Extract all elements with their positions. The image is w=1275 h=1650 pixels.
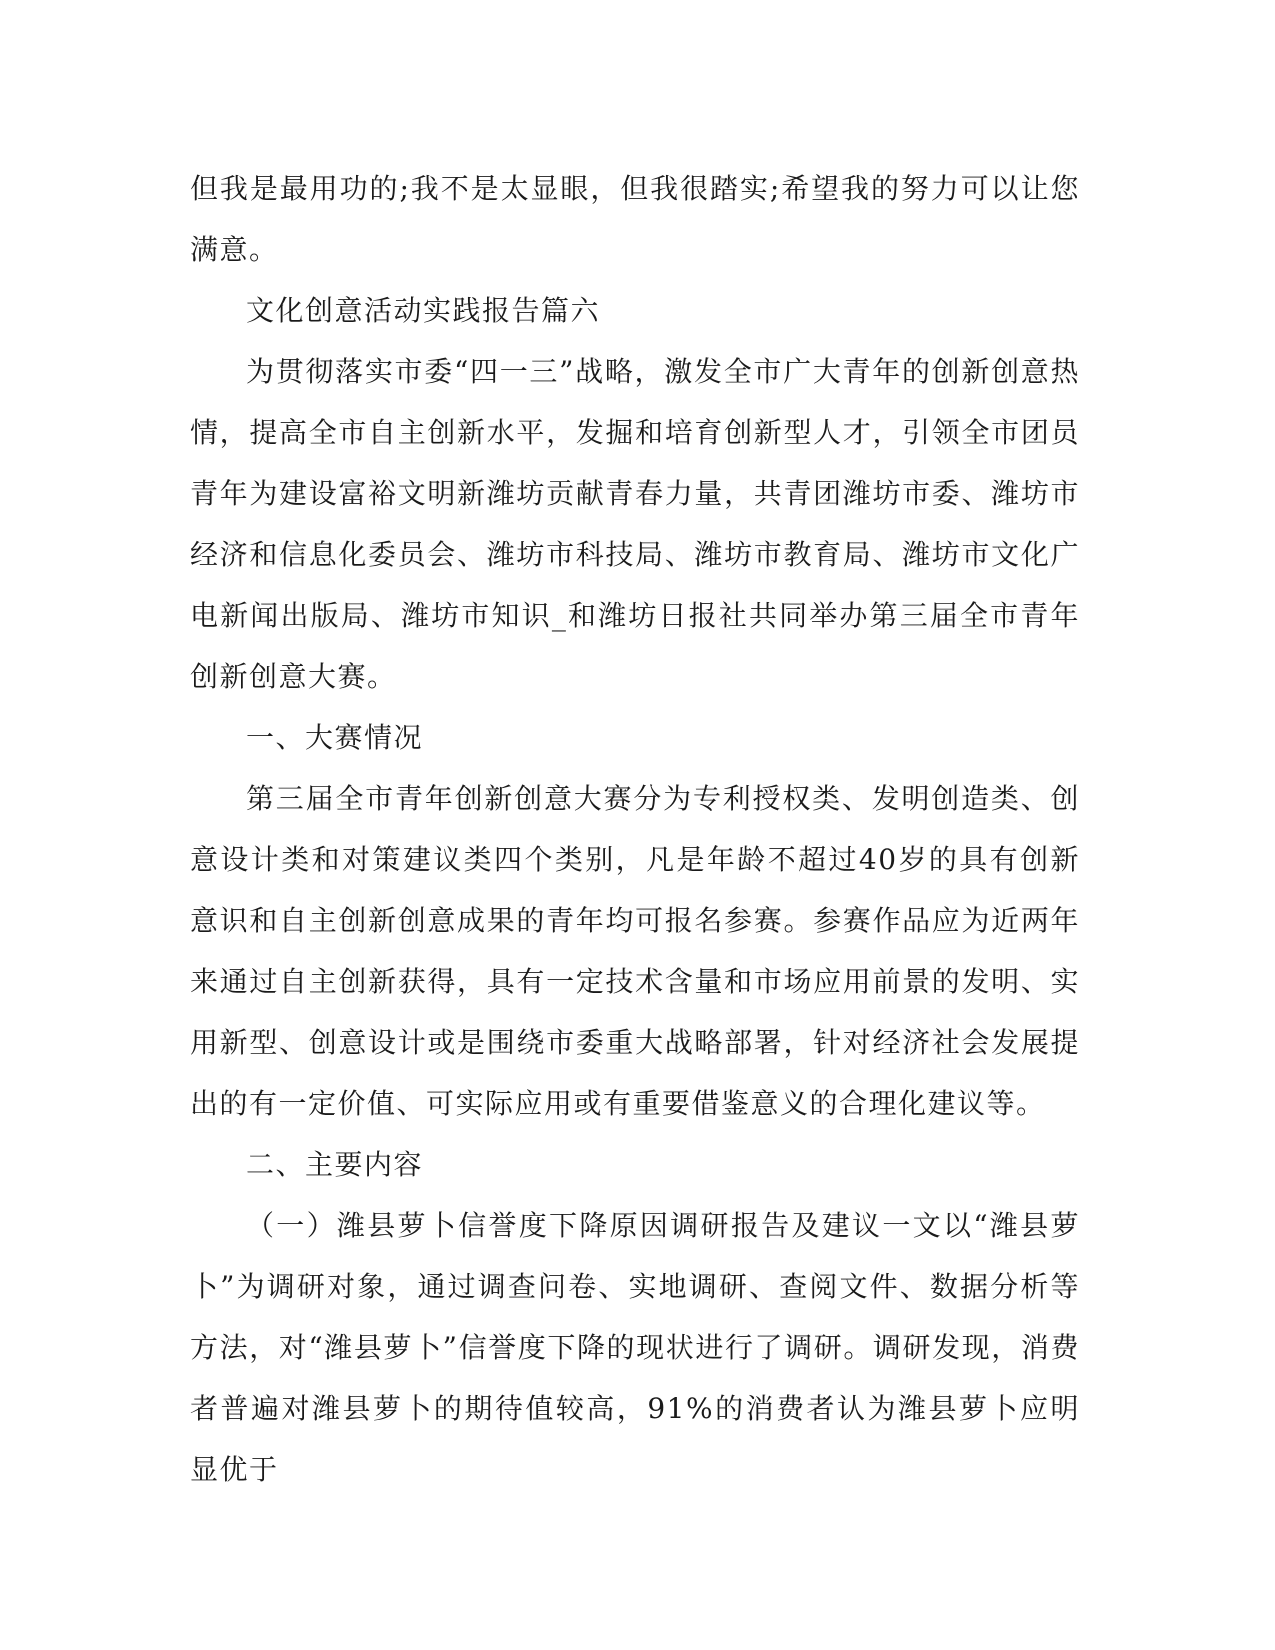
heading-main-content: 二、主要内容 — [246, 1148, 424, 1181]
paragraph-intro: 为贯彻落实市委“四一三”战略，激发全市广大青年的创新创意热情，提高全市自主创新水平，发掘和培育创新型人才，引领全市团员青年为建设富裕文明新潍坊贡献青春力量，共青团潍坊市委、潍坊市经济和信息化委员会、潍坊市科技局、潍坊市教育局、潍坊市文化广电新闻出版局、潍坊市知识_和潍坊日报社共同举办第三届全市青年创新创意大赛。 — [190, 355, 1080, 693]
paragraph-contest-details: 第三届全市青年创新创意大赛分为专利授权类、发明创造类、创意设计类和对策建议类四个类别，凡是年龄不超过40岁的具有创新意识和自主创新创意成果的青年均可报名参赛。参赛作品应为近两年来通过自主创新获得，具有一定技术含量和市场应用前景的发明、实用新型、创意设计或是围绕市委重大战略部署，针对经济社会发展提出的有一定价值、可实际应用或有重要借鉴意义的合理化建议等。 — [190, 782, 1080, 1120]
document-body — [190, 158, 1080, 1500]
heading-contest-overview: 一、大赛情况 — [246, 721, 424, 754]
paragraph-continuation: 但我是最用功的;我不是太显眼，但我很踏实;希望我的努力可以让您满意。 — [190, 172, 1080, 266]
section-title: 文化创意活动实践报告篇六 — [246, 294, 601, 327]
paragraph-radish-report: （一）潍县萝卜信誉度下降原因调研报告及建议一文以“潍县萝卜”为调研对象，通过调查问卷、实地调研、查阅文件、数据分析等方法，对“潍县萝卜”信誉度下降的现状进行了调研。调研发现，消费者普遍对潍县萝卜的期待值较高，91%的消费者认为潍县萝卜应明显优于 — [190, 1209, 1080, 1486]
